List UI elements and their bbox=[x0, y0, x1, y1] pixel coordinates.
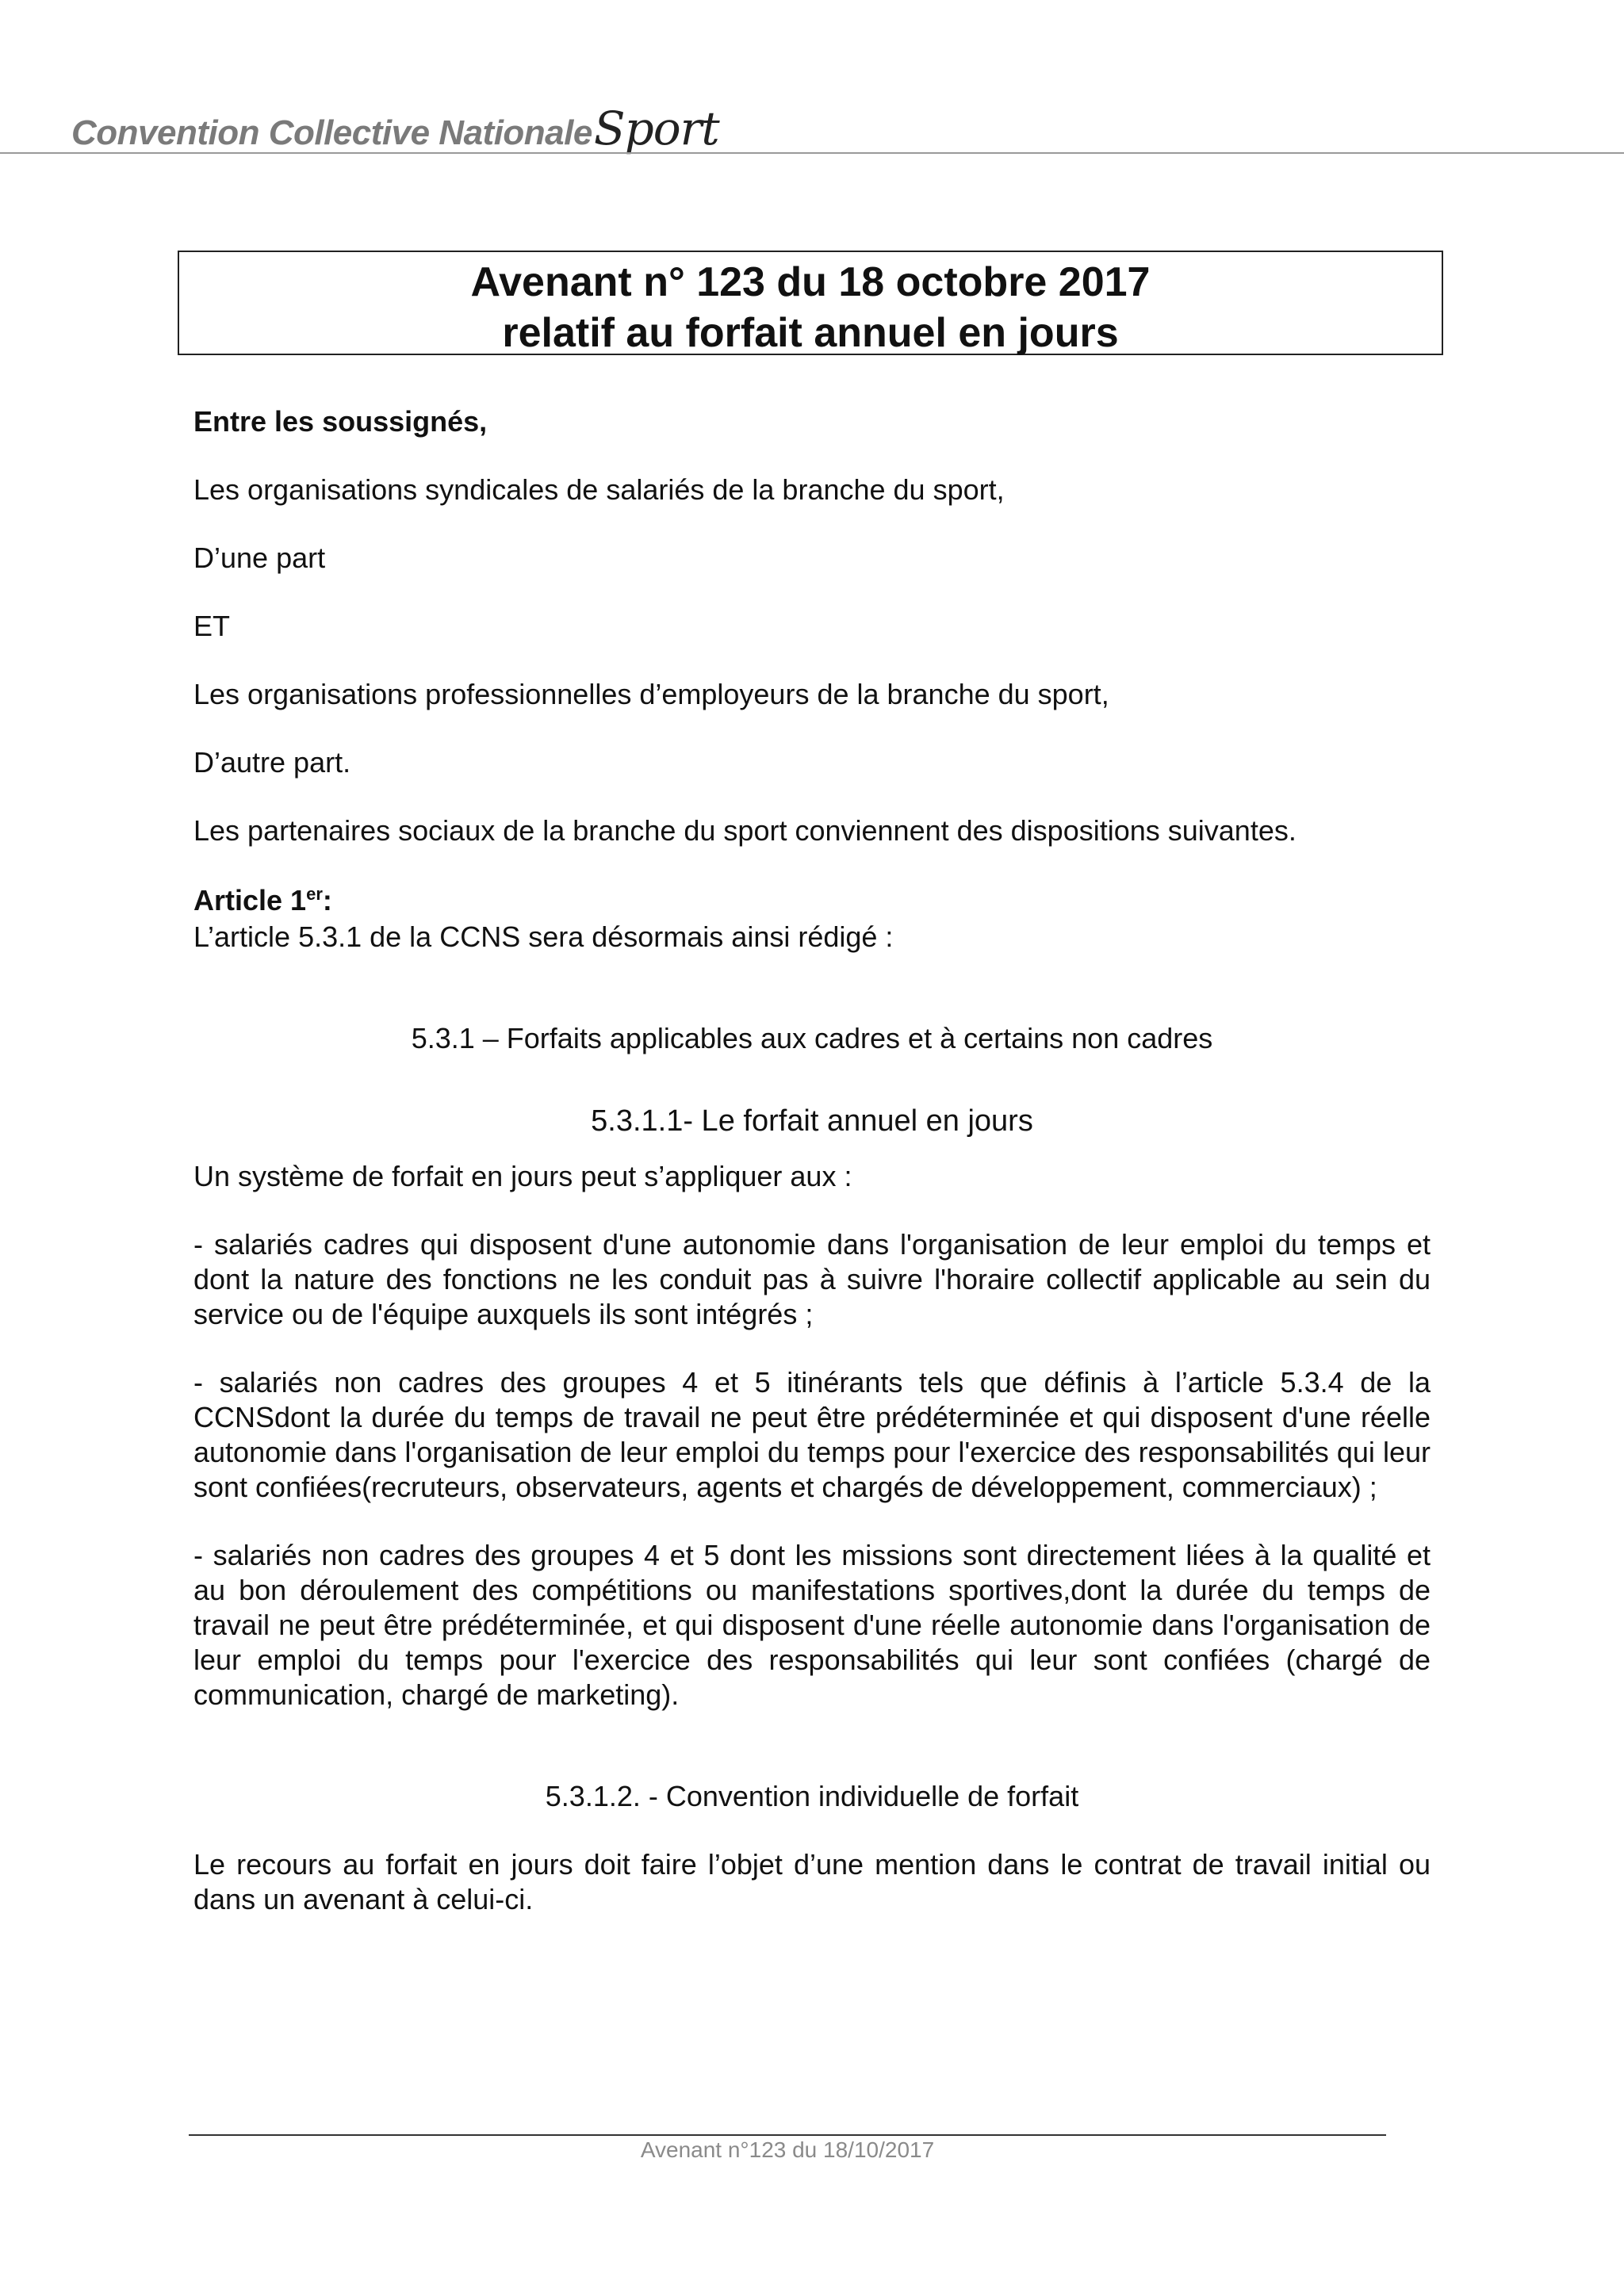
section-heading-5-3-1-2: 5.3.1.2. - Convention individuelle de forfait bbox=[545, 1780, 1079, 1812]
document-body bbox=[193, 404, 1431, 1917]
document-title-line1: Avenant n° 123 du 18 octobre 2017 bbox=[470, 259, 1151, 305]
list-item-competitions: - salariés non cadres des groupes 4 et 5 dont les missions sont directement liées à la qualité et au bon déroulement des compétitions ou manifestations sportives,dont la durée du temps de travail ne peut être prédéterminée, et qui disposent d'une réelle autonomie dans l'organisation de leur emploi du temps pour l'exercice des responsabilités qui leur sont confiées (chargé de communication, chargé de marketing). bbox=[193, 1539, 1431, 1711]
party-2-tag: D’autre part. bbox=[193, 746, 351, 779]
closing-paragraph: Le recours au forfait en jours doit faire l’objet d’une mention dans le contrat de travail initial ou dans un avenant à celui-ci. bbox=[193, 1848, 1431, 1915]
list-item-cadres: - salariés cadres qui disposent d'une autonomie dans l'organisation de leur emploi du temps et dont la nature des fonctions ne les conduit pas à suivre l'horaire collectif applicable au sein du service ou de l'équipe auxquels ils sont intégrés ; bbox=[193, 1228, 1431, 1330]
page-footer: Avenant n°123 du 18/10/2017 bbox=[640, 2137, 935, 2162]
footer-rule bbox=[189, 2134, 1386, 2136]
intro-heading: Entre les soussignés, bbox=[193, 405, 488, 438]
running-header bbox=[71, 101, 719, 157]
collection-title: Convention Collective Nationale bbox=[71, 113, 592, 152]
document-title-line2: relatif au forfait annuel en jours bbox=[502, 310, 1119, 356]
agreement-statement: Les partenaires sociaux de la branche du sport conviennent des dispositions suivantes. bbox=[193, 814, 1297, 847]
article-text: L’article 5.3.1 de la CCNS sera désormais ainsi rédigé : bbox=[193, 920, 894, 953]
article-heading bbox=[193, 883, 1431, 918]
article-colon: : bbox=[322, 884, 332, 916]
sport-wordmark: Sport bbox=[593, 101, 719, 155]
conjunction: ET bbox=[193, 610, 231, 642]
applies-intro: Un système de forfait en jours peut s’appliquer aux : bbox=[193, 1160, 852, 1192]
party-1-tag: D’une part bbox=[193, 541, 326, 574]
section-heading-5-3-1: 5.3.1 – Forfaits applicables aux cadres et à certains non cadres bbox=[411, 1022, 1213, 1054]
article-label: Article 1 bbox=[193, 884, 307, 916]
party-2: Les organisations professionnelles d’employeurs de la branche du sport, bbox=[193, 678, 1109, 710]
document-title-box bbox=[178, 251, 1443, 355]
party-1: Les organisations syndicales de salariés de la branche du sport, bbox=[193, 473, 1005, 506]
list-item-itinerants: - salariés non cadres des groupes 4 et 5 itinérants tels que définis à l’article 5.3.4 de la CCNSdont la durée du temps de travail ne peut être prédéterminée et qui disposent d'une réelle autonomie dans l'organisation de leur emploi du temps pour l'exercice des responsabilités qui leur sont confiées(recruteurs, observateurs, agents et chargés de développement, commerciaux) ; bbox=[193, 1366, 1431, 1503]
section-heading-5-3-1-1: 5.3.1.1- Le forfait annuel en jours bbox=[591, 1104, 1033, 1138]
article-ordinal: er bbox=[306, 884, 323, 904]
header-rule bbox=[0, 152, 1624, 154]
